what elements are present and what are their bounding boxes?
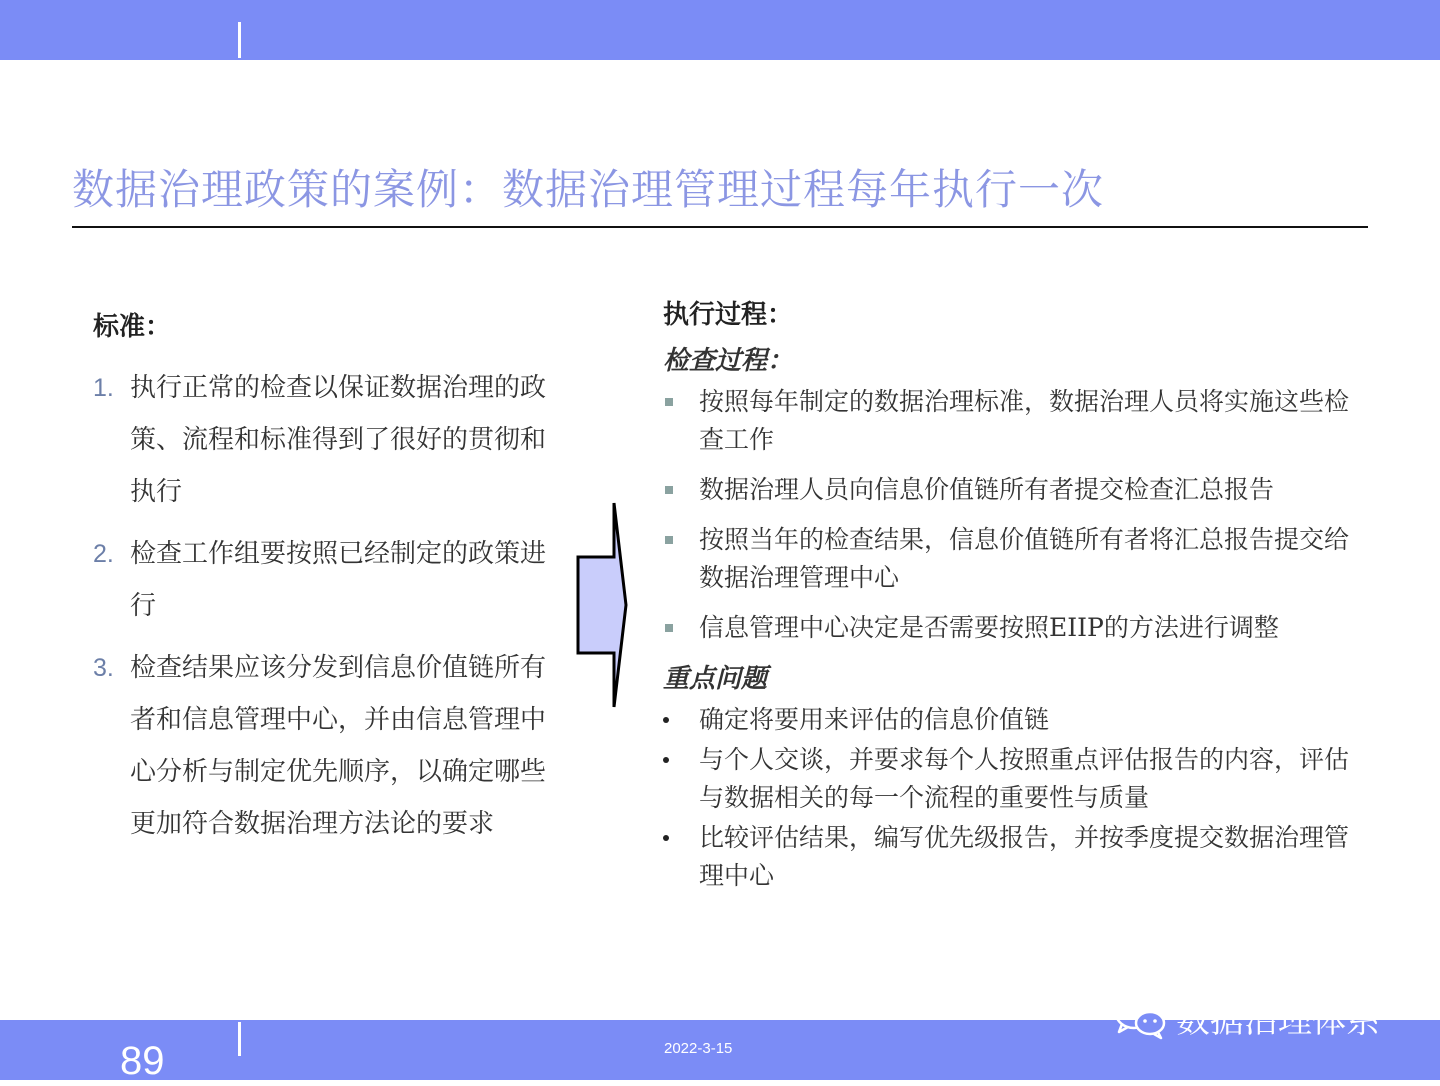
bottom-divider-tick xyxy=(238,1022,241,1056)
dot-bullet-icon xyxy=(663,757,669,763)
item-text: 确定将要用来评估的信息价值链 xyxy=(699,705,1050,734)
list-item xyxy=(663,471,1363,509)
item-text: 执行正常的检查以保证数据治理的政策、流程和标准得到了很好的贯彻和执行 xyxy=(130,373,547,507)
inspection-process-title: 检查过程： xyxy=(663,346,794,376)
right-arrow-icon xyxy=(570,495,640,715)
item-number: 2. xyxy=(93,540,114,568)
list-item xyxy=(663,701,1363,739)
item-text: 检查工作组要按照已经制定的政策进行 xyxy=(130,539,547,621)
item-text: 信息管理中心决定是否需要按照EIIP的方法进行调整 xyxy=(699,613,1279,642)
slide-date: 2022-3-15 xyxy=(664,1040,733,1057)
item-number: 3. xyxy=(93,654,114,682)
square-bullet-icon xyxy=(665,624,673,632)
standards-item xyxy=(93,642,563,850)
square-bullet-icon xyxy=(665,486,673,494)
standards-list xyxy=(93,362,563,860)
item-number: 1. xyxy=(93,374,114,402)
list-item xyxy=(663,741,1363,817)
standards-item xyxy=(93,362,563,518)
item-text: 比较评估结果，编写优先级报告，并按季度提交数据治理管理中心 xyxy=(699,823,1350,890)
list-item xyxy=(663,521,1363,597)
execution-heading: 执行过程： xyxy=(663,300,794,330)
item-text: 检查结果应该分发到信息价值链所有者和信息管理中心，并由信息管理中心分析与制定优先顺序，以确定哪些更加符合数据治理方法论的要求 xyxy=(130,653,547,839)
slide-title: 数据治理政策的案例：数据治理管理过程每年执行一次 xyxy=(72,165,1105,214)
standards-heading: 标准： xyxy=(93,312,172,342)
top-divider-tick xyxy=(238,22,241,58)
list-item xyxy=(663,383,1363,459)
inspection-process-list xyxy=(663,383,1363,647)
page-number: 89 xyxy=(120,1039,165,1083)
item-text: 数据治理人员向信息价值链所有者提交检查汇总报告 xyxy=(699,475,1275,504)
key-issues-title: 重点问题 xyxy=(663,664,768,694)
square-bullet-icon xyxy=(665,536,673,544)
watermark-text: 数据治理体系 xyxy=(1176,1000,1380,1041)
execution-panel xyxy=(663,295,1363,897)
dot-bullet-icon xyxy=(663,717,669,723)
dot-bullet-icon xyxy=(663,835,669,841)
key-issues-list xyxy=(663,701,1363,895)
watermark xyxy=(1112,990,1380,1044)
item-text: 按照每年制定的数据治理标准，数据治理人员将实施这些检查工作 xyxy=(699,387,1350,454)
wechat-icon xyxy=(1112,994,1168,1040)
item-text: 按照当年的检查结果，信息价值链所有者将汇总报告提交给数据治理管理中心 xyxy=(699,525,1350,592)
top-banner xyxy=(0,0,1440,60)
title-underline xyxy=(72,226,1368,228)
standards-item xyxy=(93,528,563,632)
item-text: 与个人交谈，并要求每个人按照重点评估报告的内容，评估与数据相关的每一个流程的重要性与质量 xyxy=(699,745,1350,812)
list-item xyxy=(663,609,1363,647)
list-item xyxy=(663,819,1363,895)
square-bullet-icon xyxy=(665,398,673,406)
